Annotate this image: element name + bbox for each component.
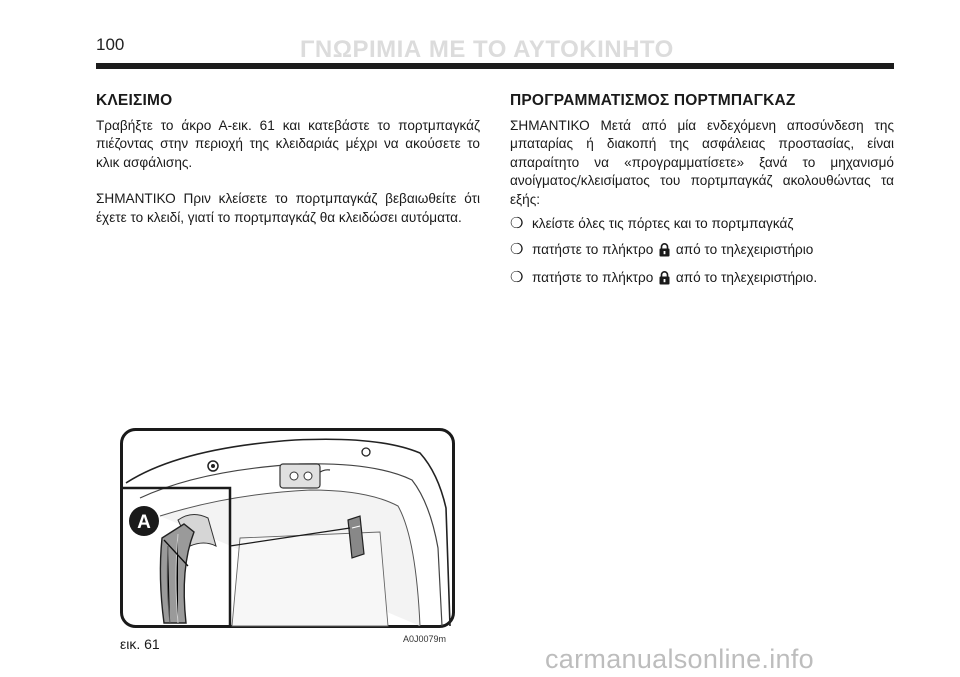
list-item <box>510 215 894 234</box>
closing-warning: ΣΗΜΑΝΤΙΚΟ Πριν κλείσετε το πορτμπαγκάζ βεβαιωθείτε ότι έχετε το κλειδί, γιατί το πορτμπαγκάζ θα κλειδώσει αυτόματα. <box>96 191 480 225</box>
trunk-lid-illustration <box>120 428 455 628</box>
step-text-post: από το τηλεχειριστήριο. <box>675 270 818 285</box>
running-title: ΓΝΩΡΙΜΙΑ ΜΕ ΤΟ ΑΥΤΟΚΙΝΗΤΟ <box>300 36 674 63</box>
step-text: κλείστε όλες τις πόρτες και το πορτμπαγκάζ <box>532 216 794 231</box>
figure-61 <box>120 428 455 628</box>
programming-steps <box>510 215 894 291</box>
header-rule <box>96 63 894 69</box>
section-heading-closing: ΚΛΕΙΣΙΜΟ <box>96 92 173 109</box>
bullet-mark: ❍ <box>510 240 524 258</box>
figure-caption: εικ. 61 <box>120 636 160 652</box>
left-column <box>96 92 480 227</box>
figure-label-a: A <box>137 512 151 533</box>
step-text-pre: πατήστε το πλήκτρο <box>532 241 654 257</box>
padlock-icon <box>659 243 670 263</box>
programming-warning: ΣΗΜΑΝΤΙΚΟ Μετά από μία ενδεχόμενη αποσύνδεση της μπαταρίας ή διακοπή της ασφάλειας προστασίας, είναι απαραίτητο να «προγραμματίσετε» ξανά το μηχανισμό ανοίγματος/κλεισίματος του πορτμπαγκάζ ακολουθώντας τα εξής: <box>510 117 894 207</box>
page-number: 100 <box>96 35 125 54</box>
step-text-pre: πατήστε το πλήκτρο <box>532 270 654 285</box>
bullet-mark: ❍ <box>510 215 524 232</box>
section-heading-programming: ΠΡΟΓΡΑΜΜΑΤΙΣΜΟΣ ΠΟΡΤΜΠΑΓΚΑΖ <box>510 92 796 109</box>
padlock-icon <box>659 271 670 291</box>
step-text-post: από το τηλεχειριστήριο <box>675 241 814 257</box>
list-item <box>510 269 894 291</box>
figure-code: A0J0079m <box>403 634 447 644</box>
closing-instructions: Τραβήξτε το άκρο Α-εικ. 61 και κατεβάστε το πορτμπαγκάζ πιέζοντας στην περιοχή της κλειδαριάς μέχρι να ακούσετε το κλικ ασφάλισης. <box>96 117 480 170</box>
list-item <box>510 241 894 263</box>
right-column <box>510 92 894 298</box>
watermark: carmanualsonline.info <box>545 644 814 674</box>
bullet-mark: ❍ <box>510 269 524 286</box>
